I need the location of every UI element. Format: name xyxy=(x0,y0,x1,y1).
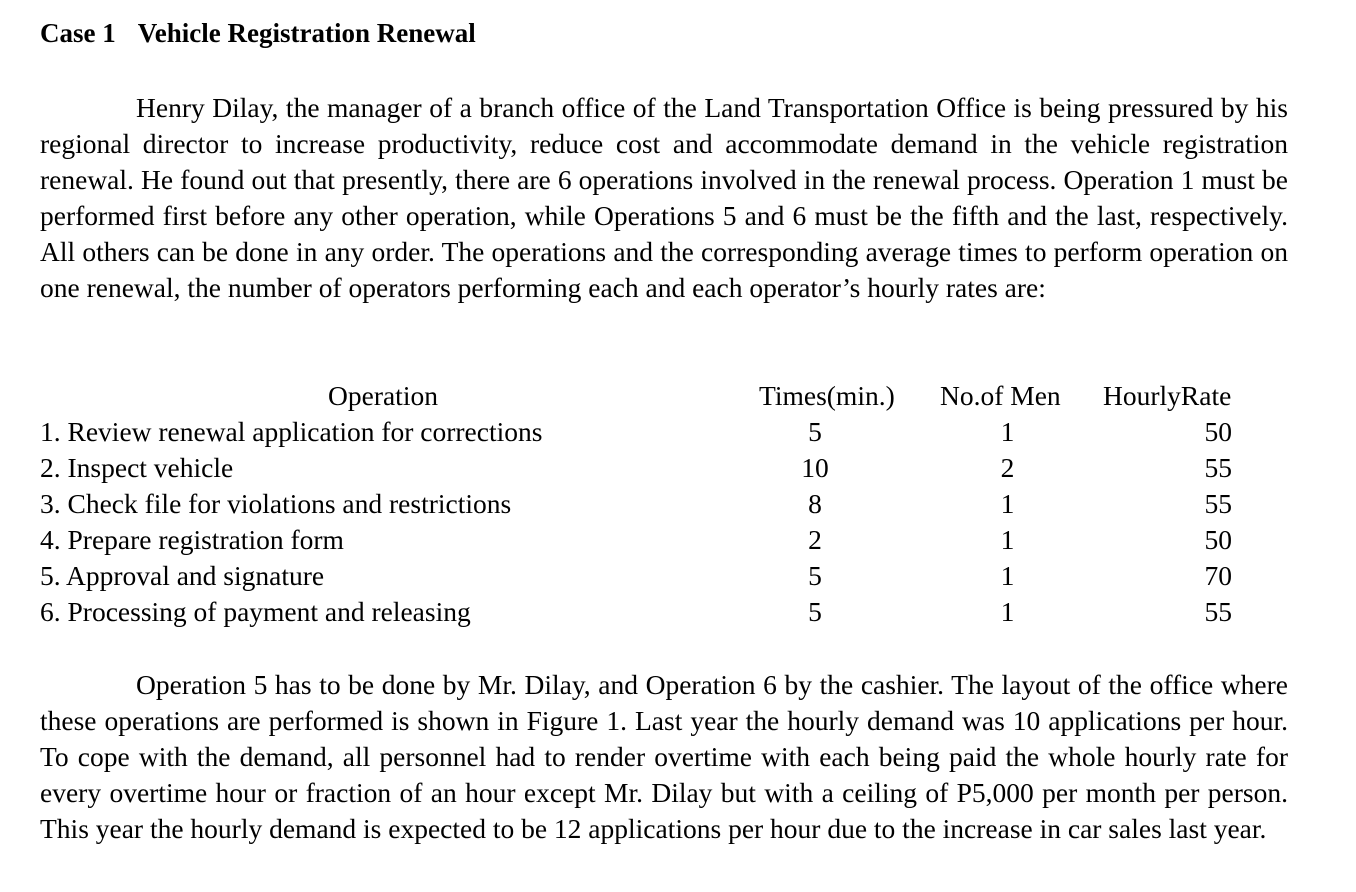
table-row xyxy=(40,522,1290,558)
operation-men: 1 xyxy=(1000,416,1015,447)
header-men: No.of Men xyxy=(940,380,1061,411)
operations-table xyxy=(40,378,1290,630)
operation-rate: 55 xyxy=(1204,452,1232,483)
followup-paragraph: Operation 5 has to be done by Mr. Dilay, and Operation 6 by the cashier. The layout of the office where these operations are performed is shown in Figure 1. Last year the hourly demand was 10 applications per hour. To cope with the demand, all personnel had to render overtime with each being paid the whole hourly rate for every overtime hour or fraction of an hour except Mr. Dilay but with a ceiling of P5,000 per month per person. This year the hourly demand is expected to be 12 applications per hour due to the increase in car sales last year. xyxy=(40,669,1288,844)
operation-men: 2 xyxy=(1000,452,1015,483)
header-rate: HourlyRate xyxy=(1103,380,1232,411)
operation-men: 1 xyxy=(1000,596,1015,627)
operation-name: 1. Review renewal application for corrections xyxy=(40,416,543,447)
operation-time: 5 xyxy=(808,596,822,627)
operation-rate: 70 xyxy=(1204,560,1232,591)
intro-paragraph: Henry Dilay, the manager of a branch office of the Land Transportation Office is being pressured by his regional director to increase productivity, reduce cost and accommodate demand in the vehicle registration renewal. He found out that presently, there are 6 operations involved in the renewal process. Operation 1 must be performed first before any other operation, while Operations 5 and 6 must be the fifth and the last, respectively. All others can be done in any order. The operations and the corresponding average times to perform operation on one renewal, the number of operators performing each and each operator’s hourly rates are: xyxy=(40,92,1288,303)
operation-name: 4. Prepare registration form xyxy=(40,524,344,555)
operation-time: 2 xyxy=(808,524,822,555)
operation-time: 5 xyxy=(808,416,822,447)
operation-time: 5 xyxy=(808,560,822,591)
table-header-row xyxy=(40,378,1290,414)
operation-time: 8 xyxy=(808,488,822,519)
table-row xyxy=(40,486,1290,522)
case-title: Vehicle Registration Renewal xyxy=(137,18,476,48)
operation-name: 5. Approval and signature xyxy=(40,560,325,591)
operation-time: 10 xyxy=(801,452,829,483)
operation-rate: 55 xyxy=(1204,596,1232,627)
operation-rate: 50 xyxy=(1204,416,1232,447)
operation-rate: 50 xyxy=(1204,524,1232,555)
case-number: Case 1 xyxy=(40,18,116,48)
table-row xyxy=(40,414,1290,450)
header-operation: Operation xyxy=(328,380,438,411)
header-times: Times(min.) xyxy=(759,380,895,411)
operation-men: 1 xyxy=(1000,488,1015,519)
table-row xyxy=(40,558,1290,594)
operation-name: 2. Inspect vehicle xyxy=(40,452,234,483)
table-row xyxy=(40,450,1290,486)
operation-men: 1 xyxy=(1000,524,1015,555)
table-row xyxy=(40,594,1290,630)
operation-rate: 55 xyxy=(1204,488,1232,519)
operation-name: 3. Check file for violations and restrictions xyxy=(40,488,512,519)
operation-men: 1 xyxy=(1000,560,1015,591)
case-heading xyxy=(40,18,476,49)
operation-name: 6. Processing of payment and releasing xyxy=(40,596,471,627)
